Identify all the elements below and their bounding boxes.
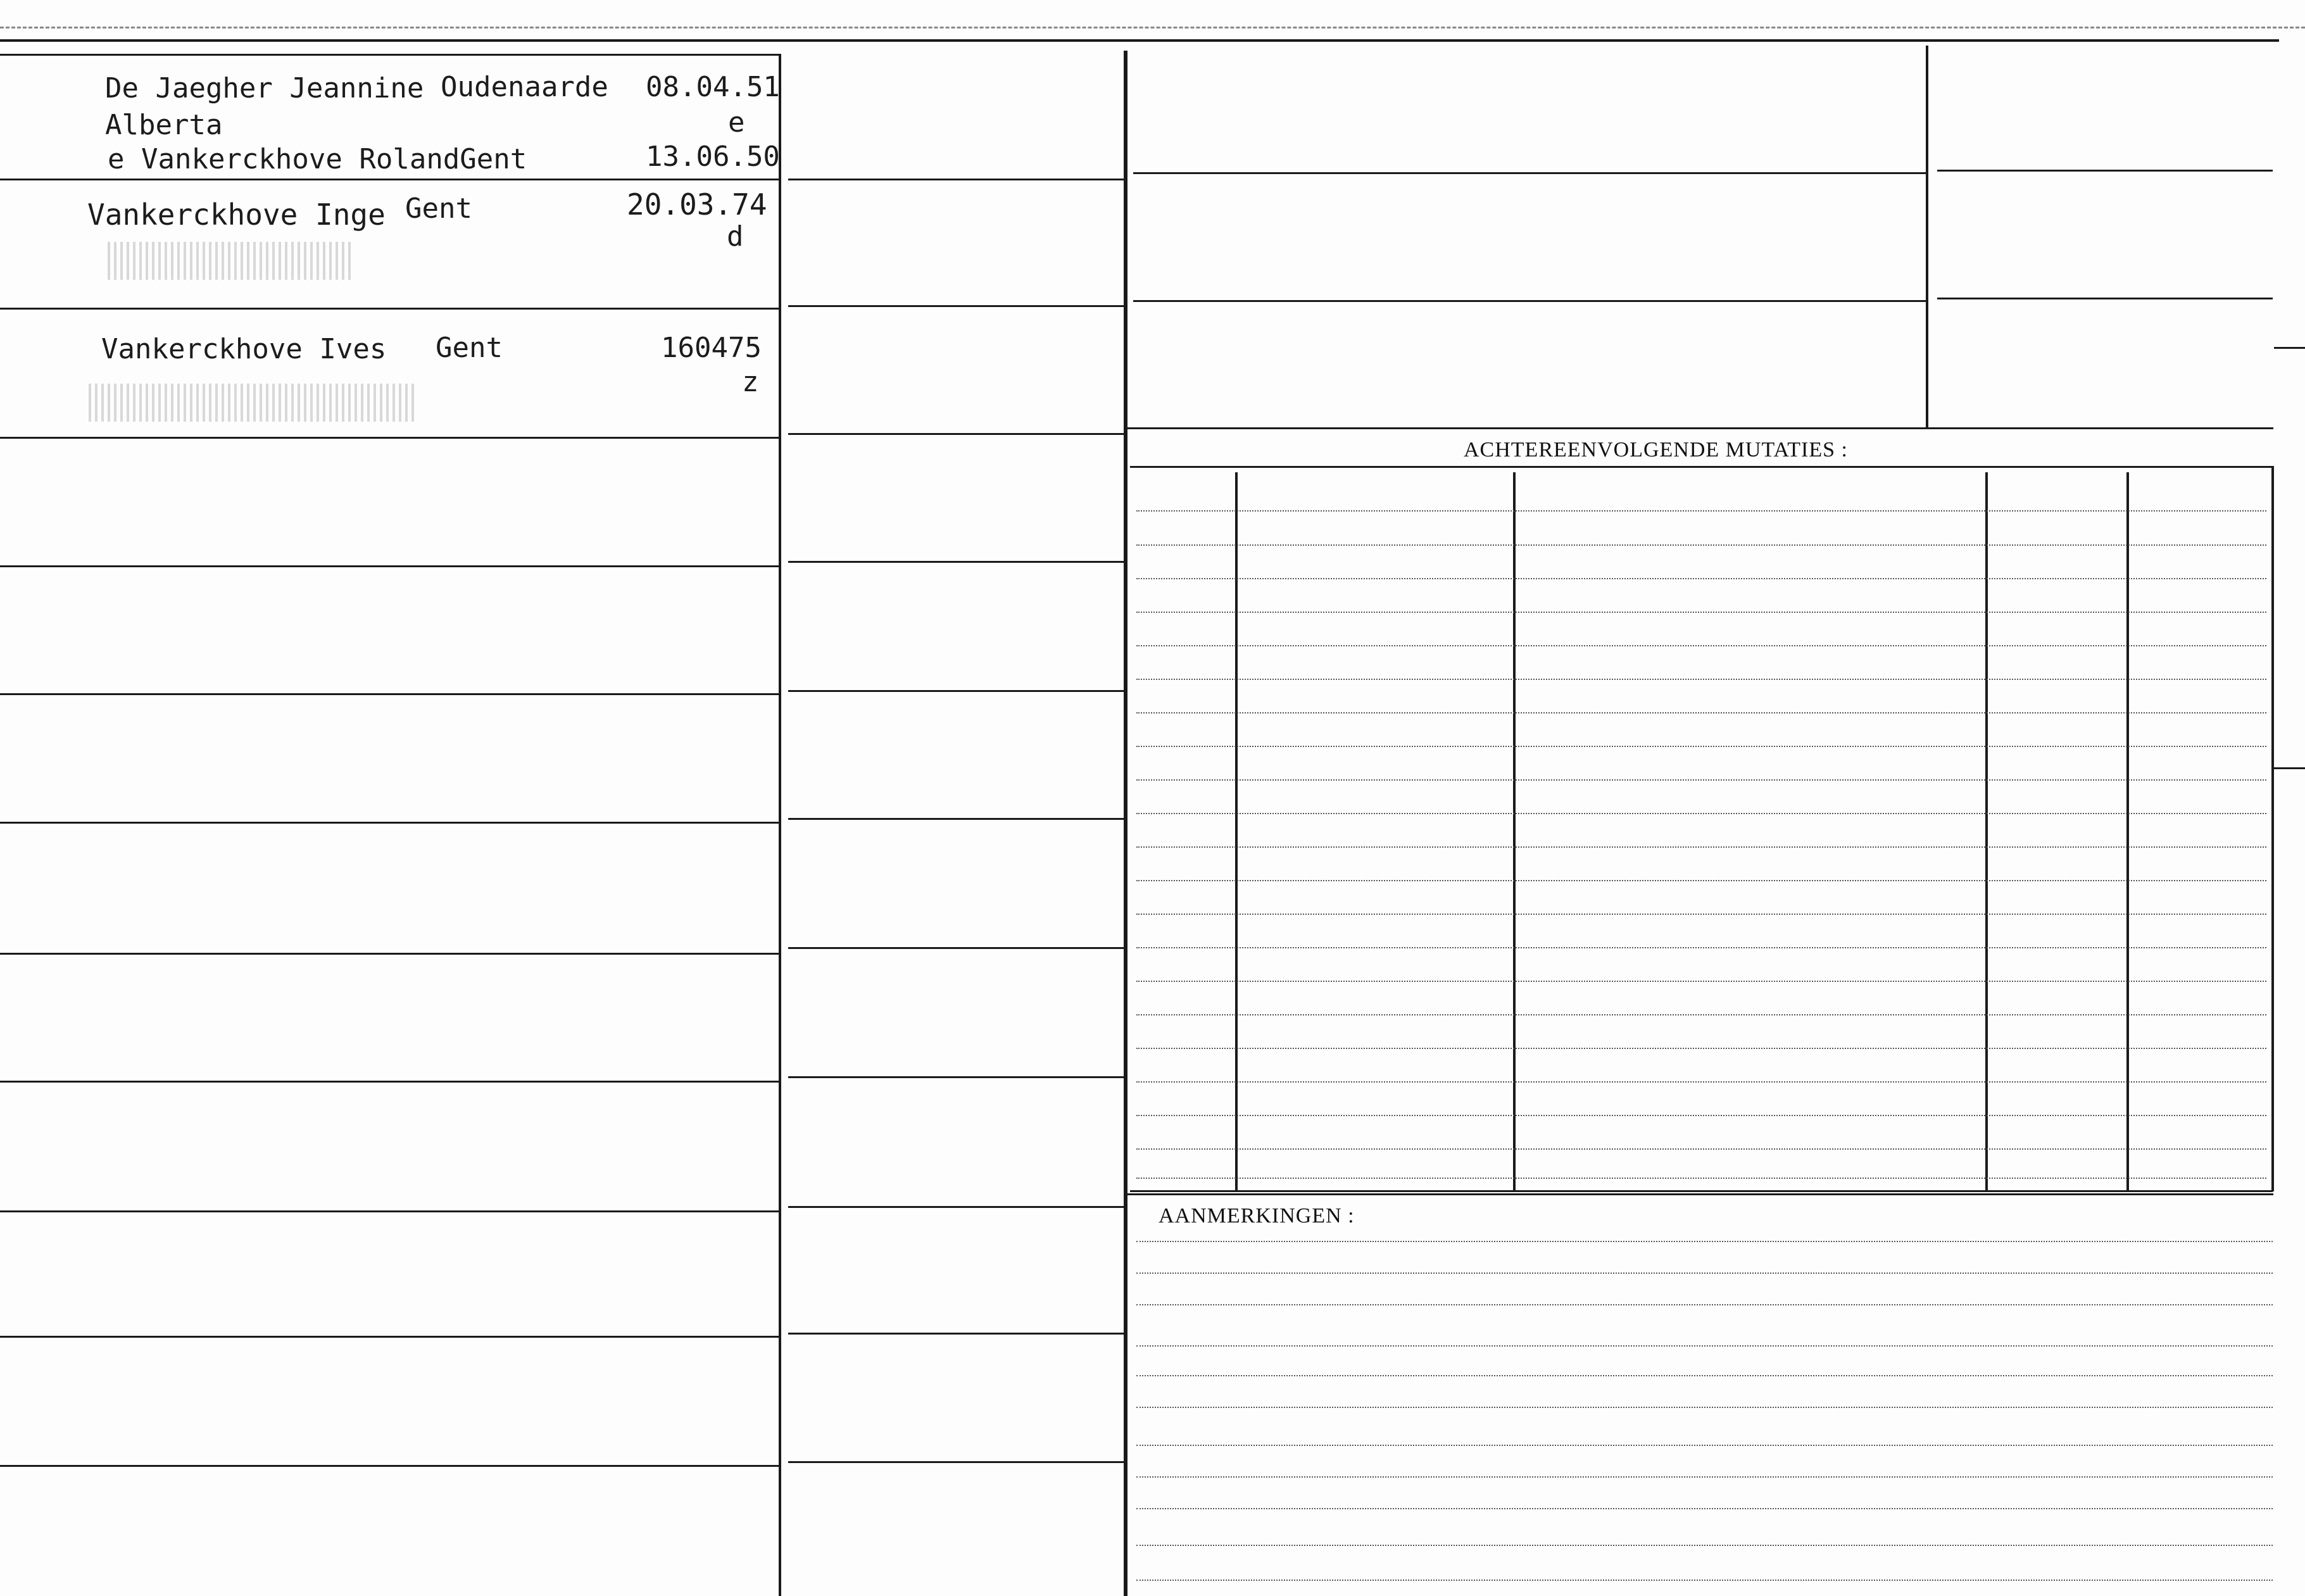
remark-line [1136,1580,2273,1581]
mid-row-rule [788,818,1124,820]
upper-box-rule [1133,300,1926,302]
left-row-rule [0,1081,779,1083]
upper-box-rule [1937,298,2273,299]
mid-row-rule [788,561,1124,563]
mutation-row-line [1136,880,2266,881]
top-border [0,39,2279,42]
left-row-rule [0,565,779,567]
mutation-row-line [1136,578,2266,579]
record-1-name-continued: Alberta [105,109,223,141]
mid-column-divider [1124,51,1127,1596]
mutations-table-top [1130,466,2273,468]
record-1-name: De Jaegher Jeannine [105,72,424,104]
left-row-rule [0,1210,779,1212]
remark-line [1136,1304,2273,1305]
mutation-row-line [1136,1148,2266,1150]
mid-row-rule [788,1076,1124,1078]
upper-box-rule [1937,170,2273,172]
mutation-row-line [1136,981,2266,982]
record-1-partner-date: 13.06.50 [646,141,780,173]
left-row-rule [0,1465,779,1467]
mutation-row-line [1136,645,2266,646]
upper-right-divider [1926,46,1928,429]
record-3-code: z [742,366,759,398]
record-2-date: 20.03.74 [627,187,767,222]
mutations-top-rule [1127,427,2273,429]
remarks-top-rule [1127,1193,2273,1195]
left-row-rule [0,179,779,180]
remark-line [1136,1445,2273,1446]
mutation-row-line [1136,779,2266,781]
margin-tick [2274,767,2305,769]
remark-line [1136,1375,2273,1376]
mutations-title: ACHTEREENVOLGENDE MUTATIES : [1464,438,1848,462]
mutation-row-line [1136,914,2266,915]
left-row-rule [0,437,779,439]
mutation-row-line [1136,544,2266,546]
mid-row-rule [788,1206,1124,1208]
mutation-row-line [1136,813,2266,814]
mutation-row-line [1136,712,2266,713]
mutations-col-5 [2271,466,2274,1191]
left-row-rule [0,308,779,310]
mutation-row-line [1136,947,2266,948]
remark-line [1136,1508,2273,1509]
mutation-row-line [1136,1014,2266,1015]
margin-tick [2274,347,2305,349]
remark-line [1136,1345,2273,1347]
erased-text-smudge [89,384,418,422]
record-3-date: 160475 [661,332,762,364]
record-1-partner: e Vankerckhove RolandGent [108,143,527,175]
left-row-rule [0,822,779,824]
record-2-place: Gent [405,192,472,225]
erased-text-smudge [108,242,355,280]
mid-row-rule [788,1461,1124,1463]
top-edge-line [0,27,2305,28]
left-row-rule [0,54,779,56]
mutation-row-line [1136,612,2266,613]
left-row-rule [0,693,779,695]
record-2-name: Vankerckhove Inge [87,198,386,232]
left-column-divider [779,54,781,1596]
mid-row-rule [788,947,1124,949]
mutation-row-line [1136,679,2266,680]
mutation-row-line [1136,510,2266,512]
left-row-rule [0,1336,779,1338]
upper-box-rule [1133,172,1926,174]
record-1-date: 08.04.51 [646,71,780,103]
mid-row-rule [788,433,1124,435]
remark-line [1136,1407,2273,1408]
mutation-row-line [1136,846,2266,848]
remark-line [1136,1476,2273,1478]
remark-line [1136,1272,2273,1274]
mutation-row-line [1136,1115,2266,1116]
remark-line [1136,1545,2273,1546]
mid-row-rule [788,305,1124,307]
mutation-row-line [1136,1048,2266,1049]
remark-line [1136,1241,2273,1242]
record-1-code: e [728,106,745,139]
mutation-row-line [1136,1178,2266,1179]
record-1-place: Oudenaarde [441,71,608,103]
mid-row-rule [788,690,1124,692]
record-3-place: Gent [436,332,503,364]
left-row-rule [0,953,779,955]
record-3-name: Vankerckhove Ives [101,333,387,365]
mutation-row-line [1136,1081,2266,1083]
mid-row-rule [788,1333,1124,1335]
mutation-row-line [1136,746,2266,747]
record-2-code: d [727,220,744,253]
mutations-table-bottom [1130,1190,2273,1192]
remarks-title: AANMERKINGEN : [1159,1204,1355,1228]
mid-row-rule [788,179,1124,180]
